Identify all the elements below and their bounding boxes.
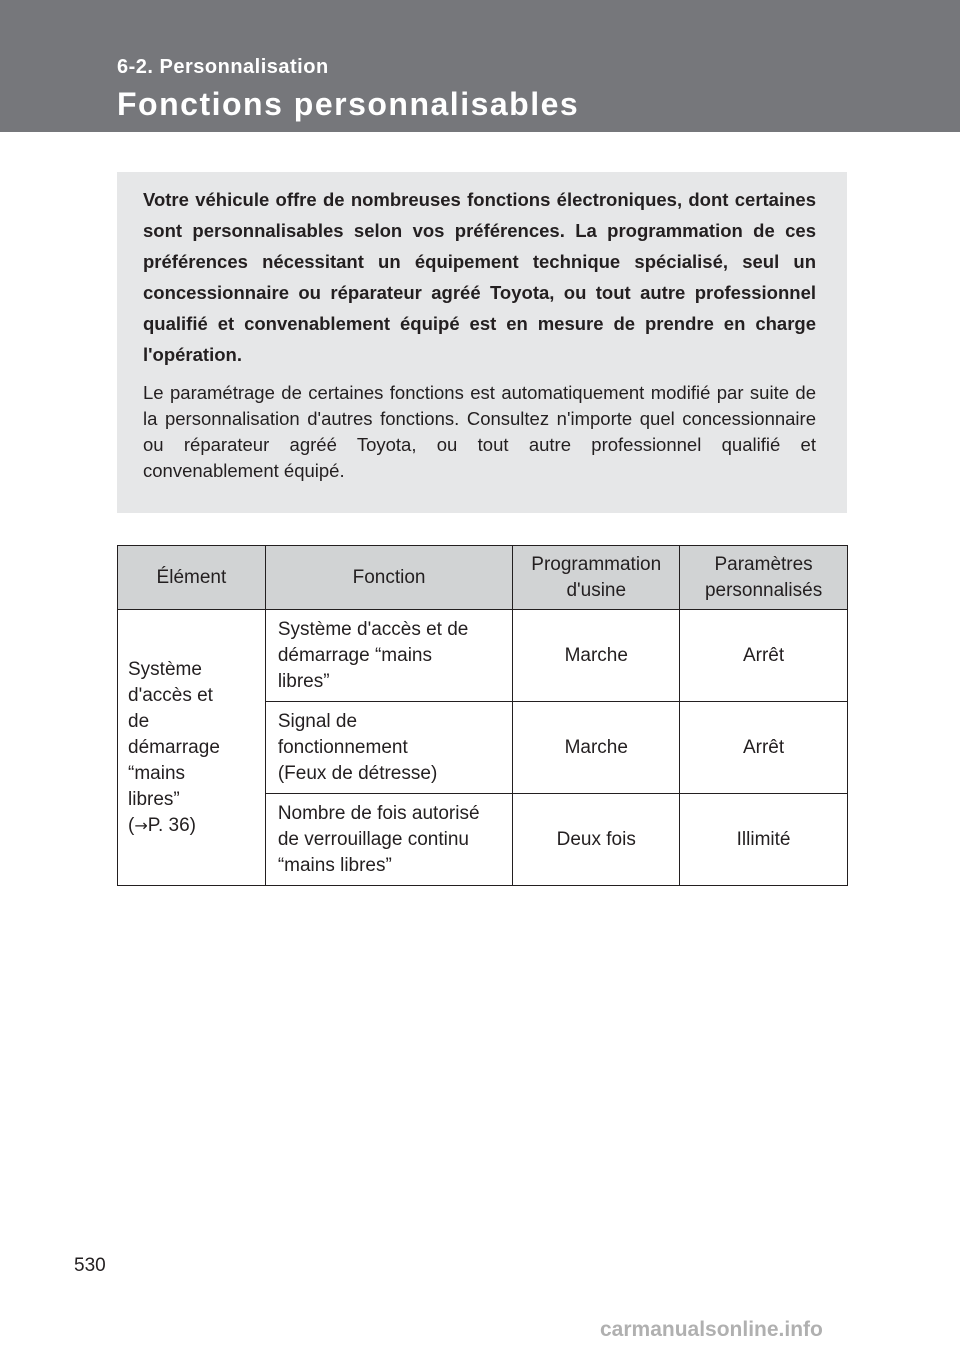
reference-page: P. 36) — [147, 814, 196, 836]
factory-setting-cell: Deux fois — [513, 794, 680, 886]
function-cell — [265, 794, 513, 886]
page-number: 530 — [74, 1255, 106, 1276]
element-line: Système — [128, 658, 202, 680]
factory-setting-cell: Marche — [513, 702, 680, 794]
table-header-row — [118, 546, 848, 610]
header-function: Fonction — [265, 546, 513, 610]
table-row — [118, 610, 848, 702]
function-cell — [265, 610, 513, 702]
header-factory-setting: Programmation d'usine — [513, 546, 680, 610]
intro-box — [117, 172, 847, 513]
element-line: libres” — [128, 788, 180, 810]
custom-setting-cell: Illimité — [680, 794, 848, 886]
custom-setting-cell: Arrêt — [680, 610, 848, 702]
intro-bold-paragraph: Votre véhicule offre de nombreuses fonctions électroniques, dont certaines sont personnalisables selon vos préférences. La programmation de ces préférences nécessitant un équipement technique spécialisé, seul un concessionnaire ou réparateur agréé Toyota, ou tout autre professionnel qualifié et convenablement équipé est en mesure de prendre en charge l'opération. — [143, 189, 816, 365]
function-cell — [265, 702, 513, 794]
arrow-right-icon: → — [134, 815, 148, 835]
header-custom-setting: Paramètres personnalisés — [680, 546, 848, 610]
page-title: Fonctions personnalisables — [117, 86, 580, 122]
section-label: 6-2. Personnalisation — [117, 56, 329, 78]
reference-open-paren: ( — [128, 814, 135, 836]
element-cell — [118, 610, 266, 886]
page-header — [0, 0, 960, 132]
customization-table — [117, 545, 848, 886]
element-line: “mains — [128, 762, 186, 784]
intro-paragraph: Le paramétrage de certaines fonctions est automatiquement modifié par suite de la personnalisation d'autres fonctions. Consultez n'importe quel concessionnaire ou réparateur agréé Toyota, ou tout autre professionnel qualifié et convenablement équipé. — [143, 382, 816, 481]
header-element: Élément — [118, 546, 266, 610]
function-line: libres” — [277, 670, 330, 692]
element-line: d'accès et — [128, 684, 213, 706]
function-line: “mains libres” — [277, 854, 392, 876]
function-line: (Feux de détresse) — [277, 762, 438, 784]
element-line: de — [128, 710, 150, 732]
function-line: Système d'accès et de — [277, 618, 469, 640]
function-line: de verrouillage continu — [277, 828, 469, 850]
watermark: carmanualsonline.info — [600, 1318, 823, 1341]
function-line: Nombre de fois autorisé — [277, 802, 480, 824]
function-line: fonctionnement — [277, 736, 408, 758]
function-line: démarrage “mains — [277, 644, 432, 666]
page-reference — [128, 813, 255, 839]
factory-setting-cell: Marche — [513, 610, 680, 702]
function-line: Signal de — [277, 710, 358, 732]
element-line: démarrage — [128, 736, 220, 758]
custom-setting-cell: Arrêt — [680, 702, 848, 794]
